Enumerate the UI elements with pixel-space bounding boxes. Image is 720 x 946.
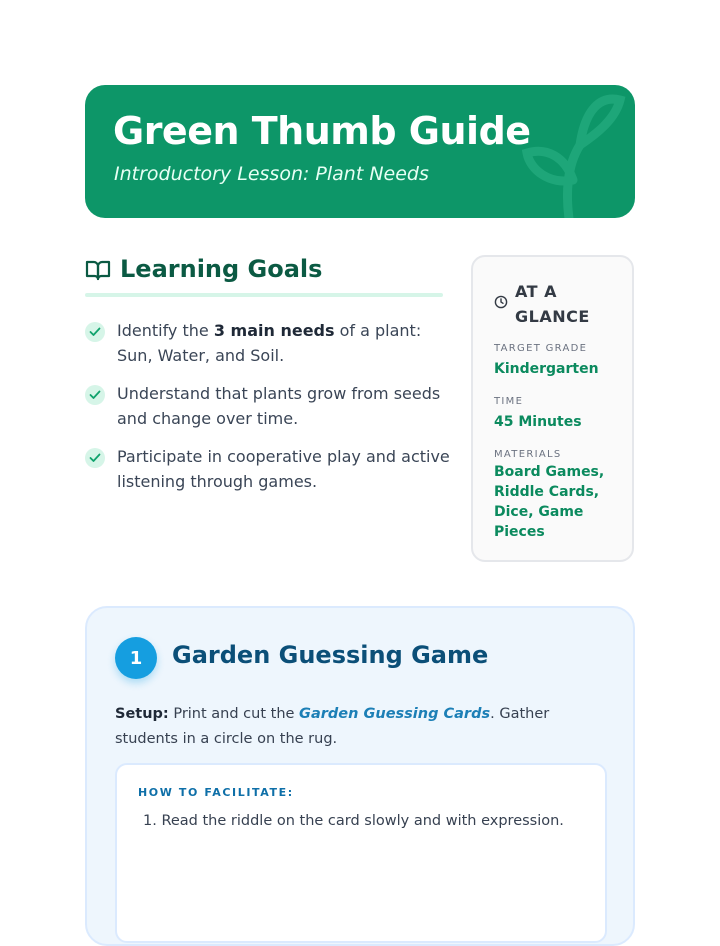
header-banner <box>85 85 635 218</box>
check-icon <box>85 448 105 468</box>
activity-title: Garden Guessing Game <box>172 641 489 669</box>
goal-text: Understand that plants grow from seeds and change over time. <box>117 384 441 428</box>
learning-goals-heading <box>85 255 443 297</box>
facilitate-box <box>115 763 607 943</box>
facilitate-label: HOW TO FACILITATE: <box>138 786 294 799</box>
glance-title: AT A GLANCE <box>515 282 590 326</box>
check-icon <box>85 322 105 342</box>
activity-card <box>85 606 635 946</box>
materials-label: MATERIALS <box>494 449 562 460</box>
learning-goals-title: Learning Goals <box>120 255 323 283</box>
garden-guessing-cards-link[interactable]: Garden Guessing Cards <box>299 706 491 722</box>
clock-icon <box>494 295 508 309</box>
page-subtitle: Introductory Lesson: Plant Needs <box>114 163 429 185</box>
goal-text: Identify the 3 main needs of a plant: Sun, Water, and Soil. <box>117 321 422 365</box>
step-number-badge: 1 <box>115 637 157 679</box>
time-label: TIME <box>494 396 524 407</box>
goal-text: Participate in cooperative play and active listening through games. <box>117 447 450 491</box>
check-icon <box>85 385 105 405</box>
facilitate-step: 1. Read the riddle on the card slowly and with expression. <box>143 813 564 829</box>
grade-value: Kindergarten <box>494 361 599 377</box>
grade-label: TARGET GRADE <box>494 343 588 354</box>
book-icon <box>85 259 111 281</box>
section-divider <box>85 293 443 297</box>
at-a-glance-card <box>471 255 634 562</box>
materials-value: Board Games, Riddle Cards, Dice, Game Pieces <box>494 464 605 540</box>
setup-text: Setup: Print and cut the Garden Guessing Cards. Gather students in a circle on the rug. <box>115 706 550 747</box>
page-title: Green Thumb Guide <box>113 109 531 153</box>
time-value: 45 Minutes <box>494 414 582 430</box>
